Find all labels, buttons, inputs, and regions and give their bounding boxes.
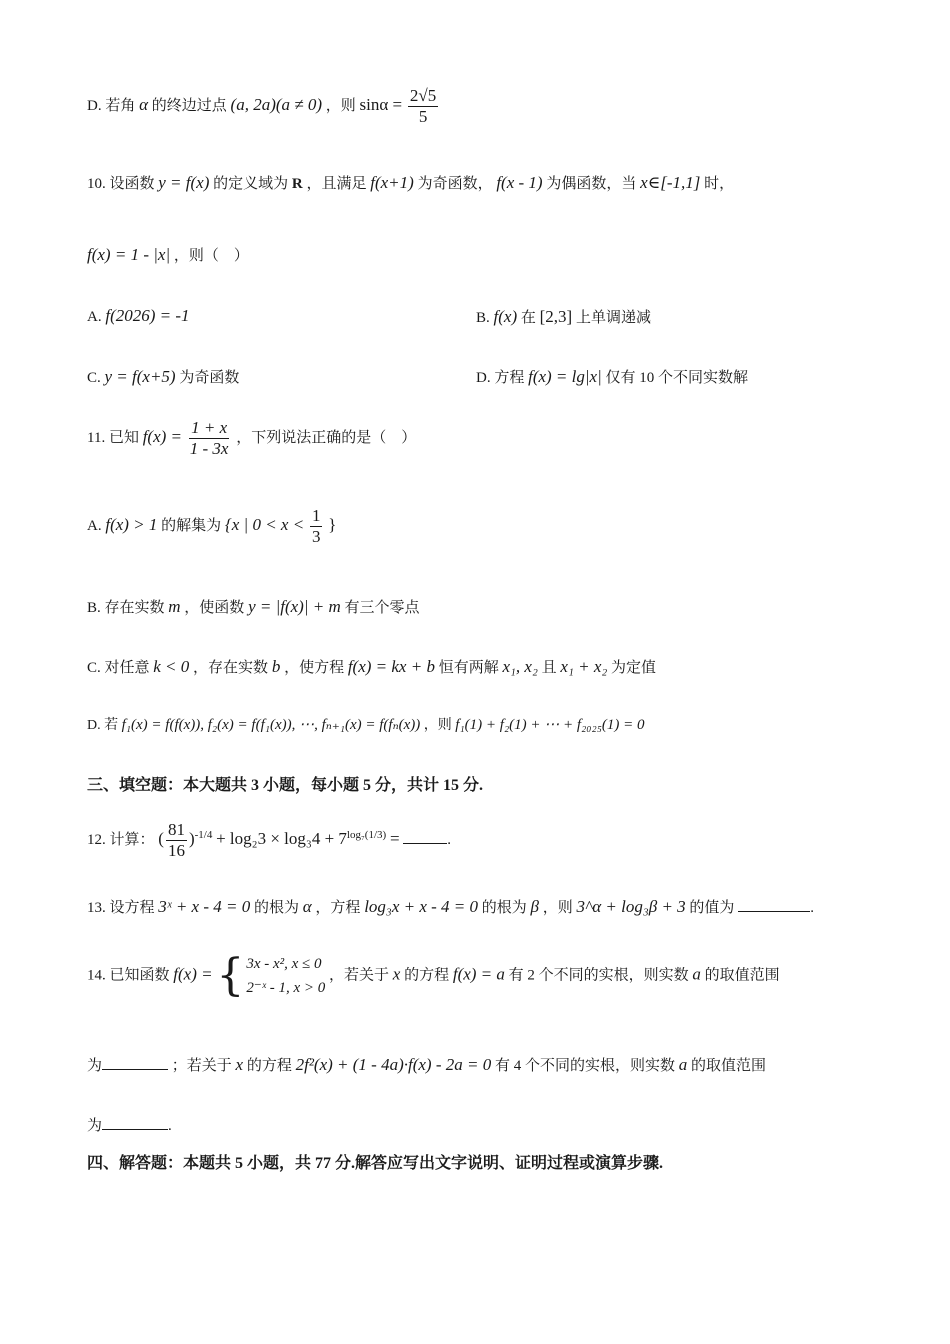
q11-optD-sum: f₁(1) + f₂(1) + ⋯ + f₂₀₂₅(1) = 0 bbox=[455, 717, 645, 733]
q10-optC-label: C. bbox=[87, 370, 101, 386]
q11-optA-set-right: } bbox=[328, 514, 337, 534]
q13 bbox=[87, 896, 814, 917]
q14-text4: 的取值范围 bbox=[704, 967, 780, 984]
q9d-point: (a, 2a)(a ≠ 0) bbox=[230, 94, 323, 114]
q11-optD-seq: f₁(x) = f(f(x)), f₂(x) = f(f₁(x)), ⋯, fₙ₊₁(x) = f(fₙ(x)) bbox=[121, 717, 421, 733]
q10-text1: 的定义域为 bbox=[213, 176, 289, 192]
q12-answer-blank[interactable] bbox=[403, 829, 447, 844]
q14-line3 bbox=[87, 1114, 172, 1135]
q10-interval: x∈[-1,1] bbox=[640, 173, 701, 192]
section3-heading: 三、填空题：本大题共 3 小题，每小题 5 分，共计 15 分. bbox=[87, 777, 484, 794]
q10-optB-text2: 上单调递减 bbox=[575, 310, 651, 326]
q10-text5: 时， bbox=[704, 176, 735, 192]
q14-piecewise bbox=[216, 952, 325, 1000]
q11-optB-text1: ，使函数 bbox=[184, 600, 245, 616]
q14-line2-a: a bbox=[678, 1055, 688, 1074]
q11-stem bbox=[87, 418, 416, 459]
q11-optA-set-fraction bbox=[310, 506, 323, 547]
q14-answer-blank-2[interactable] bbox=[102, 1115, 168, 1130]
q12-paren-open: ( bbox=[158, 828, 164, 848]
q14-line1 bbox=[87, 952, 780, 1000]
q11-optD-label: D. 若 bbox=[87, 718, 119, 733]
q12-exponent2: log₇(1/3) bbox=[346, 828, 387, 841]
section4-heading: 四、解答题：本题共 5 小题，共 77 分.解答应写出文字说明、证明过程或演算步骤. bbox=[87, 1155, 664, 1172]
q11-optC-roots: x₁, x₂ bbox=[502, 657, 538, 676]
q10-text3: 为奇函数， bbox=[417, 176, 493, 192]
q14-line3-start: 为 bbox=[87, 1118, 103, 1134]
q13-end: . bbox=[810, 900, 814, 916]
q13-eq1: 3ˣ + x - 4 = 0 bbox=[158, 897, 251, 916]
q14-brace: { bbox=[216, 950, 245, 1001]
q10-def: f(x) = 1 - |x| bbox=[87, 245, 171, 264]
q10-optC: y = f(x+5) bbox=[104, 367, 176, 386]
q14-x: x bbox=[392, 964, 401, 984]
q10-option-b bbox=[476, 306, 651, 327]
q10-label: 10. 设函数 bbox=[87, 176, 155, 192]
q11-option-a bbox=[87, 506, 336, 547]
q10-optB-label: B. bbox=[476, 310, 490, 326]
q13-text3: 的根为 bbox=[481, 900, 527, 916]
q10-option-a bbox=[87, 306, 190, 326]
q11-optC-text4: 且 bbox=[541, 660, 557, 676]
q11-optC-text5: 为定值 bbox=[611, 660, 657, 676]
q14-text3: 有 2 个不同的实根，则实数 bbox=[508, 967, 689, 984]
q14-a: a bbox=[692, 964, 701, 984]
q14-line2 bbox=[87, 1054, 766, 1075]
q11-optB-func: y = |f(x)| + m bbox=[248, 597, 341, 616]
q14-line2-text3: 有 4 个不同的实根，则实数 bbox=[494, 1058, 675, 1074]
q11-optC-text1: ，存在实数 bbox=[193, 660, 269, 676]
q12-paren-close: ) bbox=[188, 828, 195, 848]
q10-text6: ，则（ ） bbox=[173, 248, 249, 264]
q9d-lhs: sinα = bbox=[359, 94, 403, 114]
q13-alpha: α bbox=[302, 897, 312, 916]
q10-optC-text: 为奇函数 bbox=[179, 370, 240, 386]
q14-answer-blank-1[interactable] bbox=[102, 1055, 168, 1070]
q12-end: . bbox=[447, 831, 452, 848]
q9d-text2: ，则 bbox=[325, 97, 356, 114]
q11-optC-eq: f(x) = kx + b bbox=[347, 657, 435, 676]
q9-option-d bbox=[87, 86, 440, 127]
q10-optA: f(2026) = -1 bbox=[105, 306, 190, 325]
q13-label: 13. 设方程 bbox=[87, 900, 155, 916]
q11-optB-text2: 有三个零点 bbox=[344, 600, 420, 616]
q14-line2-text4: 的取值范围 bbox=[690, 1058, 766, 1074]
q14-case2: 2⁻ˣ - 1, x > 0 bbox=[246, 980, 326, 996]
q14-lhs: f(x) = bbox=[173, 964, 213, 984]
q11-optC-sum: x₁ + x₂ bbox=[560, 657, 608, 676]
q10-optD-label: D. 方程 bbox=[476, 370, 525, 386]
q11-optD-text: ，则 bbox=[423, 718, 452, 733]
q10-optB-text1: 在 bbox=[520, 310, 536, 326]
q12 bbox=[87, 820, 451, 861]
q10-option-d bbox=[476, 366, 748, 387]
q11-label: 11. 已知 bbox=[87, 429, 139, 446]
q12-label: 12. 计算： bbox=[87, 831, 155, 848]
q12-den: 16 bbox=[167, 841, 185, 860]
q12-fraction bbox=[166, 820, 187, 861]
q11-lhs: f(x) = bbox=[142, 426, 183, 446]
q14-line2-text2: 的方程 bbox=[246, 1058, 292, 1074]
q11-optA-set-left: {x | 0 < x < bbox=[224, 514, 305, 534]
q13-expr: 3^α + log₃β + 3 bbox=[576, 897, 686, 916]
q10-stem-line1 bbox=[87, 172, 734, 193]
q10-option-c bbox=[87, 366, 239, 387]
q11-option-d bbox=[87, 714, 645, 734]
q9d-label: D. 若角 bbox=[87, 97, 136, 114]
q11-optC-text2: ，使方程 bbox=[284, 660, 345, 676]
q10-text4: 为偶函数，当 bbox=[546, 176, 637, 192]
q10-optB-func: f(x) bbox=[493, 307, 518, 326]
q9d-angle: α bbox=[139, 94, 149, 114]
q11-optC-text3: 恒有两解 bbox=[438, 660, 499, 676]
q11-option-c bbox=[87, 656, 656, 677]
q9d-den: 5 bbox=[418, 107, 428, 126]
q10-domain: R bbox=[291, 176, 303, 192]
q13-answer-blank[interactable] bbox=[738, 897, 810, 912]
q10-optA-label: A. bbox=[87, 309, 102, 325]
q14-text2: 的方程 bbox=[404, 967, 450, 984]
q11-optC-label: C. 对任意 bbox=[87, 660, 150, 676]
q14-end: . bbox=[168, 1118, 172, 1134]
q12-exponent: -1/4 bbox=[194, 828, 213, 841]
q9d-num: 2√5 bbox=[409, 86, 437, 105]
q11-optA-ineq: f(x) > 1 bbox=[105, 514, 158, 534]
q14-eq1: f(x) = a bbox=[452, 964, 505, 984]
q11-optA-text: 的解集为 bbox=[161, 517, 222, 534]
q13-text5: 的值为 bbox=[689, 900, 735, 916]
q10-func: y = f(x) bbox=[158, 173, 210, 192]
q11-text: ，下列说法正确的是（ ） bbox=[236, 429, 417, 446]
q11-optB-label: B. 存在实数 bbox=[87, 600, 165, 616]
q9d-text1: 的终边过点 bbox=[151, 97, 227, 114]
q14-line2-start: 为 bbox=[87, 1058, 103, 1074]
q11-optC-b: b bbox=[271, 657, 281, 676]
q12-rest: + log₂3 × log₃4 + 7 bbox=[216, 828, 347, 848]
q14-text1: ，若关于 bbox=[329, 967, 390, 984]
q14-line2-x: x bbox=[235, 1055, 244, 1074]
q11-den: 1 - 3x bbox=[189, 439, 229, 458]
q14-case1: 3x - x², x ≤ 0 bbox=[246, 956, 322, 972]
q10-cond2: f(x - 1) bbox=[496, 173, 543, 192]
q13-eq2: log₃x + x - 4 = 0 bbox=[364, 897, 479, 916]
q10-stem-line2 bbox=[87, 244, 249, 265]
q13-beta: β bbox=[530, 897, 540, 916]
q14-eq2: 2f²(x) + (1 - 4a)·f(x) - 2a = 0 bbox=[295, 1055, 492, 1074]
q11-optA-set-den: 3 bbox=[311, 527, 321, 546]
q10-optD-text: 仅有 10 个不同实数解 bbox=[605, 370, 749, 386]
q13-text1: 的根为 bbox=[253, 900, 299, 916]
q12-num: 81 bbox=[167, 820, 185, 839]
q10-optB-interval: [2,3] bbox=[539, 307, 573, 326]
q9d-fraction bbox=[408, 86, 438, 127]
q11-optB-m: m bbox=[168, 597, 181, 616]
q11-fraction bbox=[188, 418, 231, 459]
q11-num: 1 + x bbox=[191, 418, 228, 437]
q10-optD: f(x) = lg|x| bbox=[528, 367, 602, 386]
q11-option-b bbox=[87, 596, 420, 617]
q13-text4: ，则 bbox=[542, 900, 573, 916]
q13-text2: ，方程 bbox=[315, 900, 361, 916]
q11-optC-k: k < 0 bbox=[153, 657, 190, 676]
q12-equals: = bbox=[389, 828, 400, 848]
q14-line2-text1: ；若关于 bbox=[171, 1058, 232, 1074]
q10-cond1: f(x+1) bbox=[370, 173, 414, 192]
q14-label: 14. 已知函数 bbox=[87, 967, 170, 984]
q11-optA-label: A. bbox=[87, 517, 102, 534]
q11-optA-set-num: 1 bbox=[311, 506, 321, 525]
q10-text2: ，且满足 bbox=[306, 176, 367, 192]
